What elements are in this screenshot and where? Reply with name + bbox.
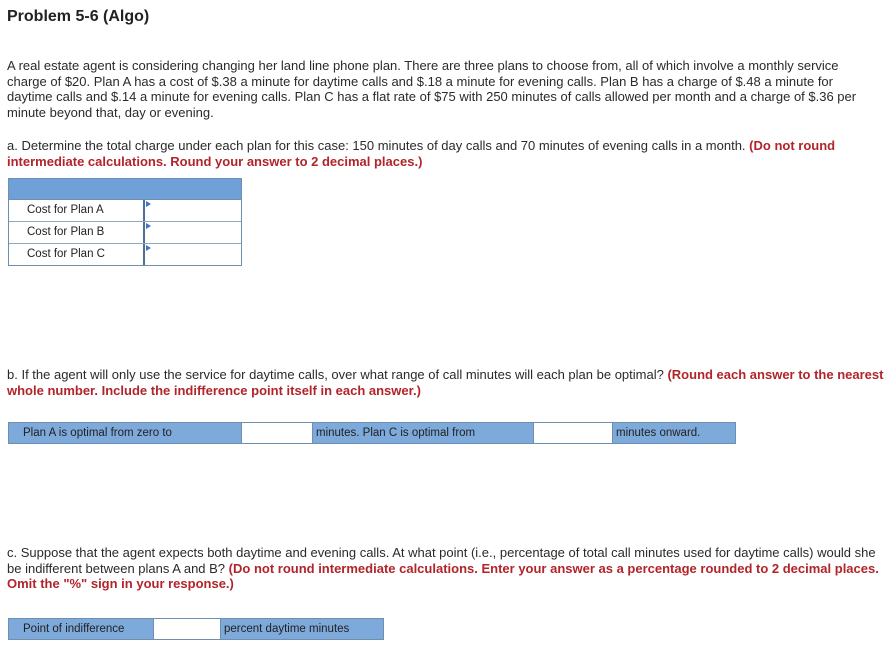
plan-a-cost-cell (145, 200, 241, 221)
part-c-answer-row (8, 618, 384, 640)
problem-title: Problem 5-6 (Algo) (7, 8, 150, 25)
flag-icon (146, 201, 151, 207)
minutes-onward-label: minutes onward. (616, 427, 701, 439)
problem-intro: A real estate agent is considering changing her land line phone plan. There are three plans to choose from, all of which involve a monthly service charge of $20. Plan A has a cost of $.38 a minute for daytime calls and $.18 a minute for evening calls. Plan B has a charge of $.48 a minute for daytime calls and $.14 a minute for evening calls. Plan C has a flat rate of $75 with 250 minutes of calls allowed per month and a charge of $.36 per minute beyond that, day or evening. (7, 58, 857, 120)
part-c-question-text: c. Suppose that the agent expects both daytime and evening calls. At what point (i.e., percentage of total call minutes used for daytime calls) would she be indifferent between plans A and B? (7, 545, 876, 576)
part-a-table-header (9, 179, 241, 200)
plan-c-range-input[interactable] (534, 423, 612, 443)
table-row (9, 200, 241, 221)
part-c-question (7, 545, 887, 592)
part-b-question-text: b. If the agent will only use the service for daytime calls, over what range of call minutes will each plan be optimal? (7, 367, 664, 382)
plan-c-cost-label: Cost for Plan C (9, 244, 145, 265)
flag-icon (146, 223, 151, 229)
table-row (9, 243, 241, 265)
plan-a-range-input[interactable] (242, 423, 312, 443)
part-a-question-text: a. Determine the total charge under each plan for this case: 150 minutes of day calls and 70 minutes of evening calls in a month. (7, 138, 746, 153)
plan-c-range-cell (533, 423, 613, 443)
plan-c-cost-cell (145, 244, 241, 265)
plan-a-range-cell (241, 423, 313, 443)
indifference-point-cell (153, 619, 221, 639)
plan-b-cost-input[interactable] (145, 222, 241, 243)
part-a-answer-table (8, 178, 242, 266)
plan-a-cost-input[interactable] (145, 200, 241, 221)
table-row (9, 221, 241, 243)
plan-c-range-label: minutes. Plan C is optimal from (316, 427, 476, 439)
plan-b-cost-cell (145, 222, 241, 243)
part-a-instruction: (Do not round intermediate calculations. Round your answer to 2 decimal places.) (7, 138, 836, 169)
plan-a-cost-label: Cost for Plan A (9, 200, 145, 221)
part-b-instruction: (Round each answer to the nearest whole number. Include the indifference point itself in each answer.) (7, 367, 884, 398)
percent-daytime-label: percent daytime minutes (224, 623, 350, 635)
part-b-question (7, 367, 887, 398)
plan-c-cost-input[interactable] (145, 244, 241, 265)
plan-a-range-label: Plan A is optimal from zero to (23, 427, 172, 439)
indifference-point-label: Point of indifference (23, 623, 125, 635)
part-a-question (7, 138, 887, 169)
part-b-answer-row (8, 422, 736, 444)
part-c-instruction: (Do not round intermediate calculations. Enter your answer as a percentage rounded to 2 decimal places. Omit the "%" sign in your response.) (7, 560, 879, 591)
plan-b-cost-label: Cost for Plan B (9, 222, 145, 243)
flag-icon (146, 245, 151, 251)
indifference-point-input[interactable] (154, 619, 220, 639)
